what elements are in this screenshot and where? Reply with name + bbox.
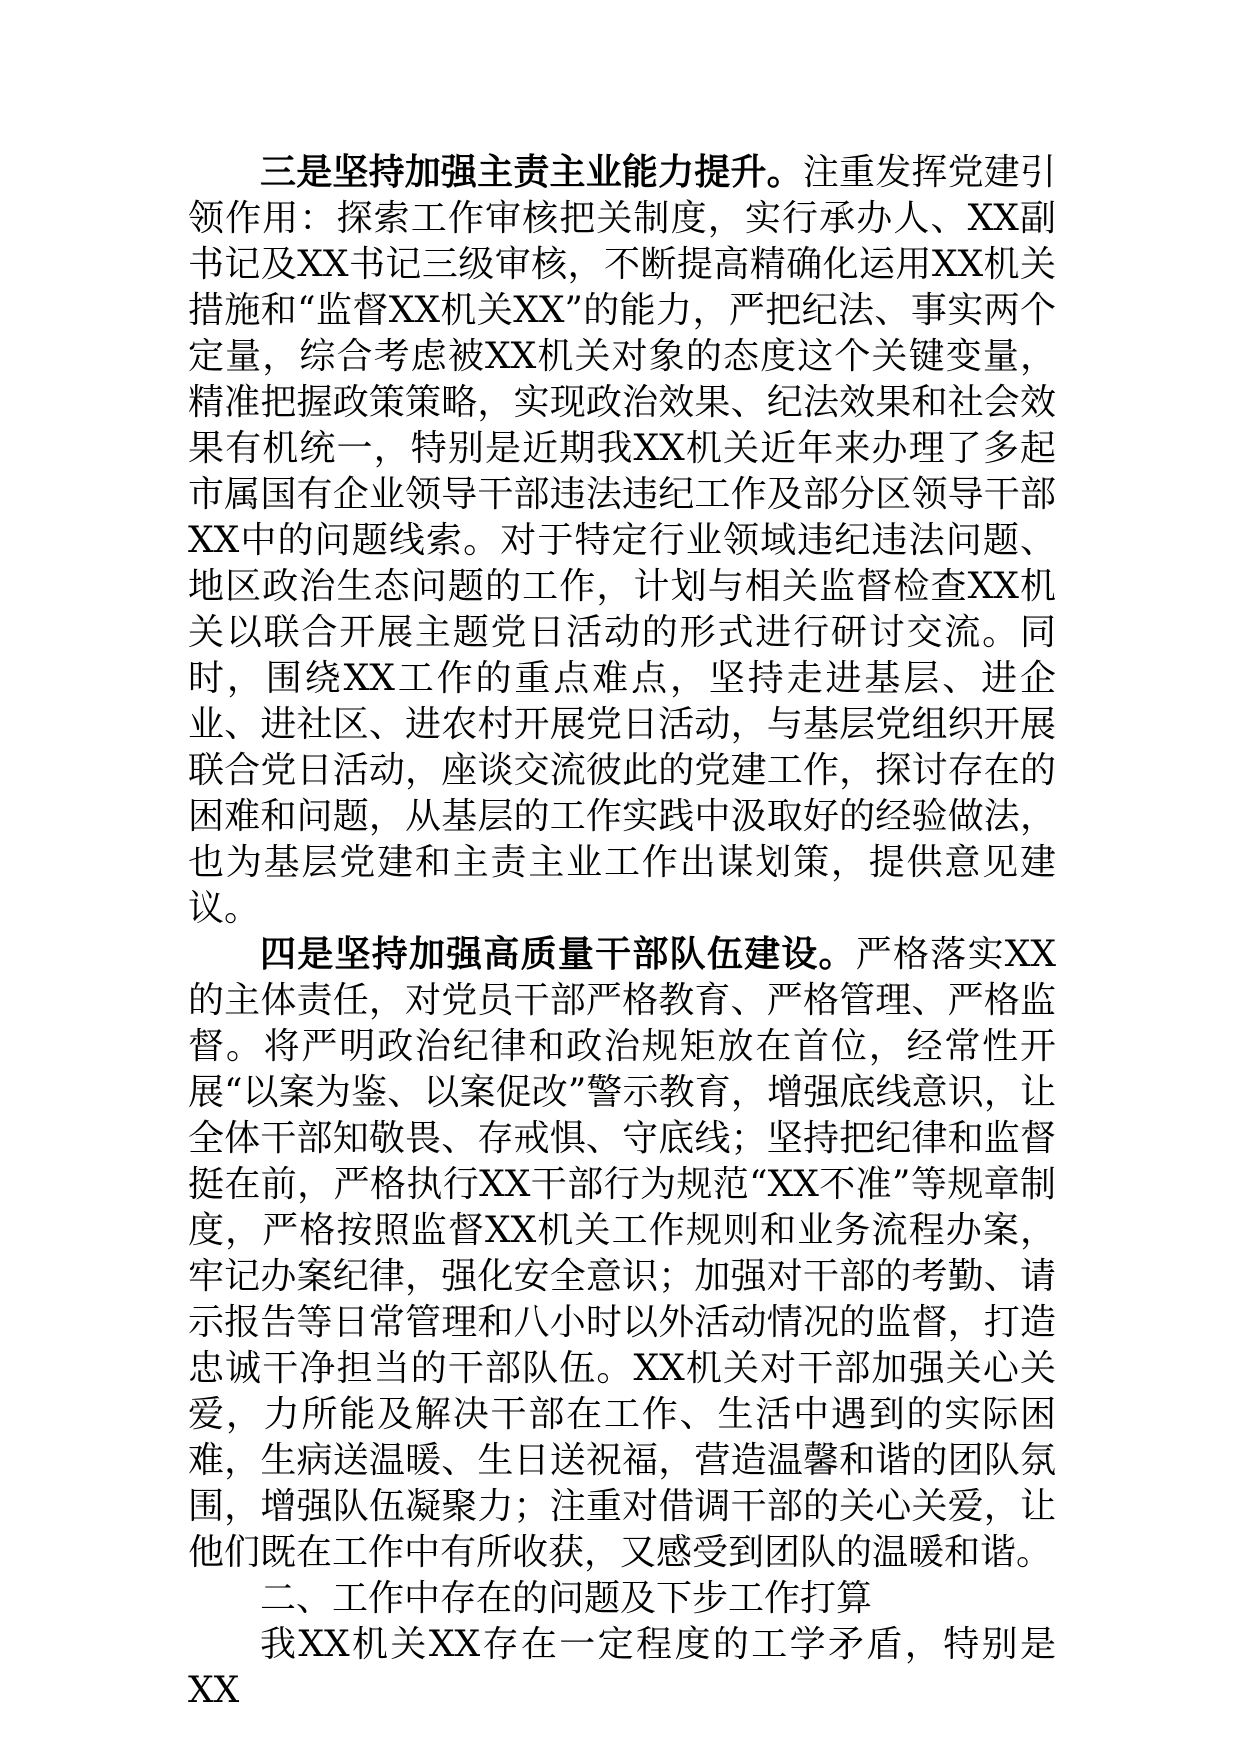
document-body: [188, 150, 1056, 1714]
paragraph-text: 我XX机关XX存在一定程度的工学矛盾，特别是XX: [188, 1624, 1056, 1711]
paragraph-text: 严格落实XX的主体责任，对党员干部严格教育、严格管理、严格监督。将严明政治纪律和政治规矩放在首位，经常性开展“以案为鉴、以案促改”警示教育，增强底线意识，让全体干部知敬畏、存戒惧、守底线；坚持把纪律和监督挺在前，严格执行XX干部行为规范“XX不准”等规章制度，严格按照监督XX机关工作规则和业务流程办案，牢记办案纪律，强化安全意识；加强对干部的考勤、请示报告等日常管理和八小时以外活动情况的监督，打造忠诚干净担当的干部队伍。XX机关对干部加强关心关爱，力所能及解决干部在工作、生活中遇到的实际困难，生病送温暖、生日送祝福，营造温馨和谐的团队氛围，增强队伍凝聚力；注重对借调干部的关心关爱，让他们既在工作中有所收获，又感受到团队的温暖和谐。: [188, 934, 1056, 1573]
section-heading-text: 二、工作中存在的问题及下步工作打算: [260, 1578, 873, 1619]
paragraph-lead-heading: 四是坚持加强高质量干部队伍建设。: [260, 934, 856, 975]
paragraph-point-three: [188, 150, 1056, 932]
paragraph-lead-heading: 三是坚持加强主责主业能力提升。: [260, 152, 803, 193]
paragraph-problems: [188, 1622, 1056, 1714]
paragraph-point-four: [188, 932, 1056, 1576]
paragraph-text: 注重发挥党建引领作用：探索工作审核把关制度，实行承办人、XX副书记及XX书记三级审核，不断提高精确化运用XX机关措施和“监督XX机关XX”的能力，严把纪法、事实两个定量，综合考虑被XX机关对象的态度这个关键变量，精准把握政策策略，实现政治效果、纪法效果和社会效果有机统一，特别是近期我XX机关近年来办理了多起市属国有企业领导干部违法违纪工作及部分区领导干部XX中的问题线索。对于特定行业领域违纪违法问题、地区政治生态问题的工作，计划与相关监督检查XX机关以联合开展主题党日活动的形式进行研讨交流。同时，围绕XX工作的重点难点，坚持走进基层、进企业、进社区、进农村开展党日活动，与基层党组织开展联合党日活动，座谈交流彼此的党建工作，探讨存在的困难和问题，从基层的工作实践中汲取好的经验做法，也为基层党建和主责主业工作出谋划策，提供意见建议。: [188, 152, 1056, 929]
section-heading: [188, 1576, 1056, 1622]
